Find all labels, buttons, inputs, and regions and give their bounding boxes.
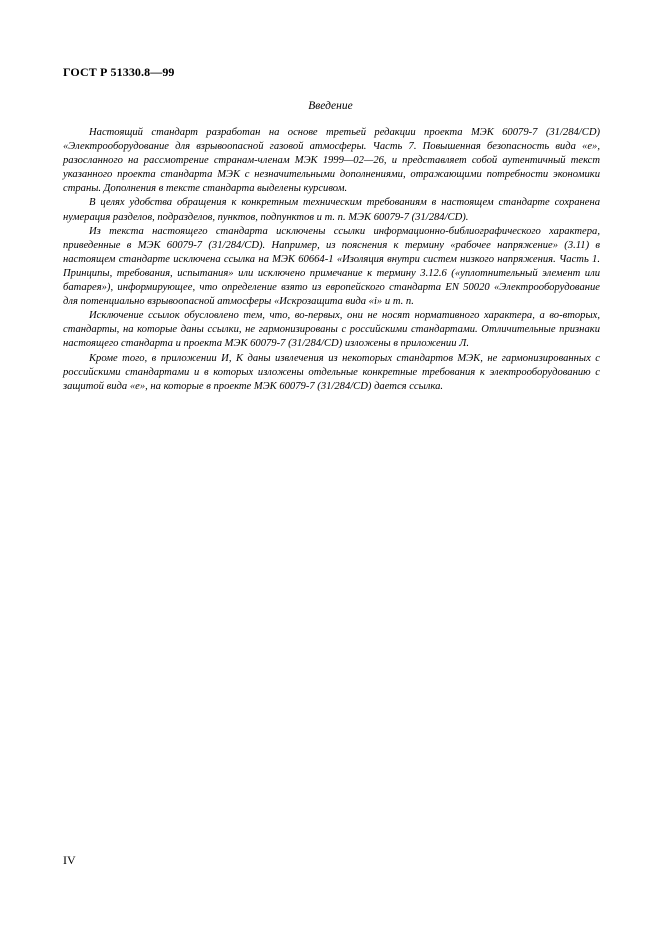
paragraph-numbering: В целях удобства обращения к конкретным техническим требованиям в настоящем стандарте сохранена нумерация разделов, подразделов, пунктов, подпунктов и т. п. МЭК 60079-7 (31/284/CD). (63, 197, 600, 223)
section-title: Введение (308, 100, 353, 112)
page-number: IV (63, 853, 76, 867)
introduction-body (63, 126, 600, 394)
paragraph-exclusion-reasons: Исключение ссылок обусловлено тем, что, во-первых, они не носят нормативного характера, а во-вторых, стандарты, на которые даны ссылки, не гармонизированы с российскими стандартами. Отличительные признаки настоящего стандарта и проекта МЭК 60079-7 (31/284/CD) изложены в приложении Л. (63, 310, 600, 350)
paragraph-excluded-references: Из текста настоящего стандарта исключены ссылки информационно-библиографического характера, приведенные в МЭК 60079-7 (31/284/CD). Например, из пояснения к термину «рабочее напряжение» (3.11) в настоящем стандарте исключена ссылка на МЭК 60664-1 «Изоляция внутри систем низкого напряжения. Часть 1. Принципы, требования, испытания» или исключено примечание к термину 3.12.6 («уплотнительный элемент или батарея»), информирующее, что определение взято из европейского стандарта EN 50020 «Электрооборудование для потенциально взрывоопасной атмосферы «Искрозащита вида «i» и т. п. (63, 225, 600, 308)
standard-code-header: ГОСТ Р 51330.8—99 (63, 65, 175, 79)
paragraph-appendices: Кроме того, в приложении И, К даны извлечения из некоторых стандартов МЭК, не гармонизированных с российскими стандартами и в которых изложены отдельные конкретные требования к электрооборудованию с защитой вида «е», на которые в проекте МЭК 60079-7 (31/284/CD) дается ссылка. (63, 352, 600, 392)
paragraph-basis: Настоящий стандарт разработан на основе третьей редакции проекта МЭК 60079-7 (31/284/CD) «Электрооборудование для взрывоопасной газовой атмосферы. Часть 7. Повышенная безопасность вида «е», разосланного на рассмотрение странам-членам МЭК 1999—02—26, и представляет собой аутентичный текст указанного проекта стандарта МЭК с незначительными дополнениями, отражающими потребности экономики страны. Дополнения в тексте стандарта выделены курсивом. (63, 127, 600, 195)
